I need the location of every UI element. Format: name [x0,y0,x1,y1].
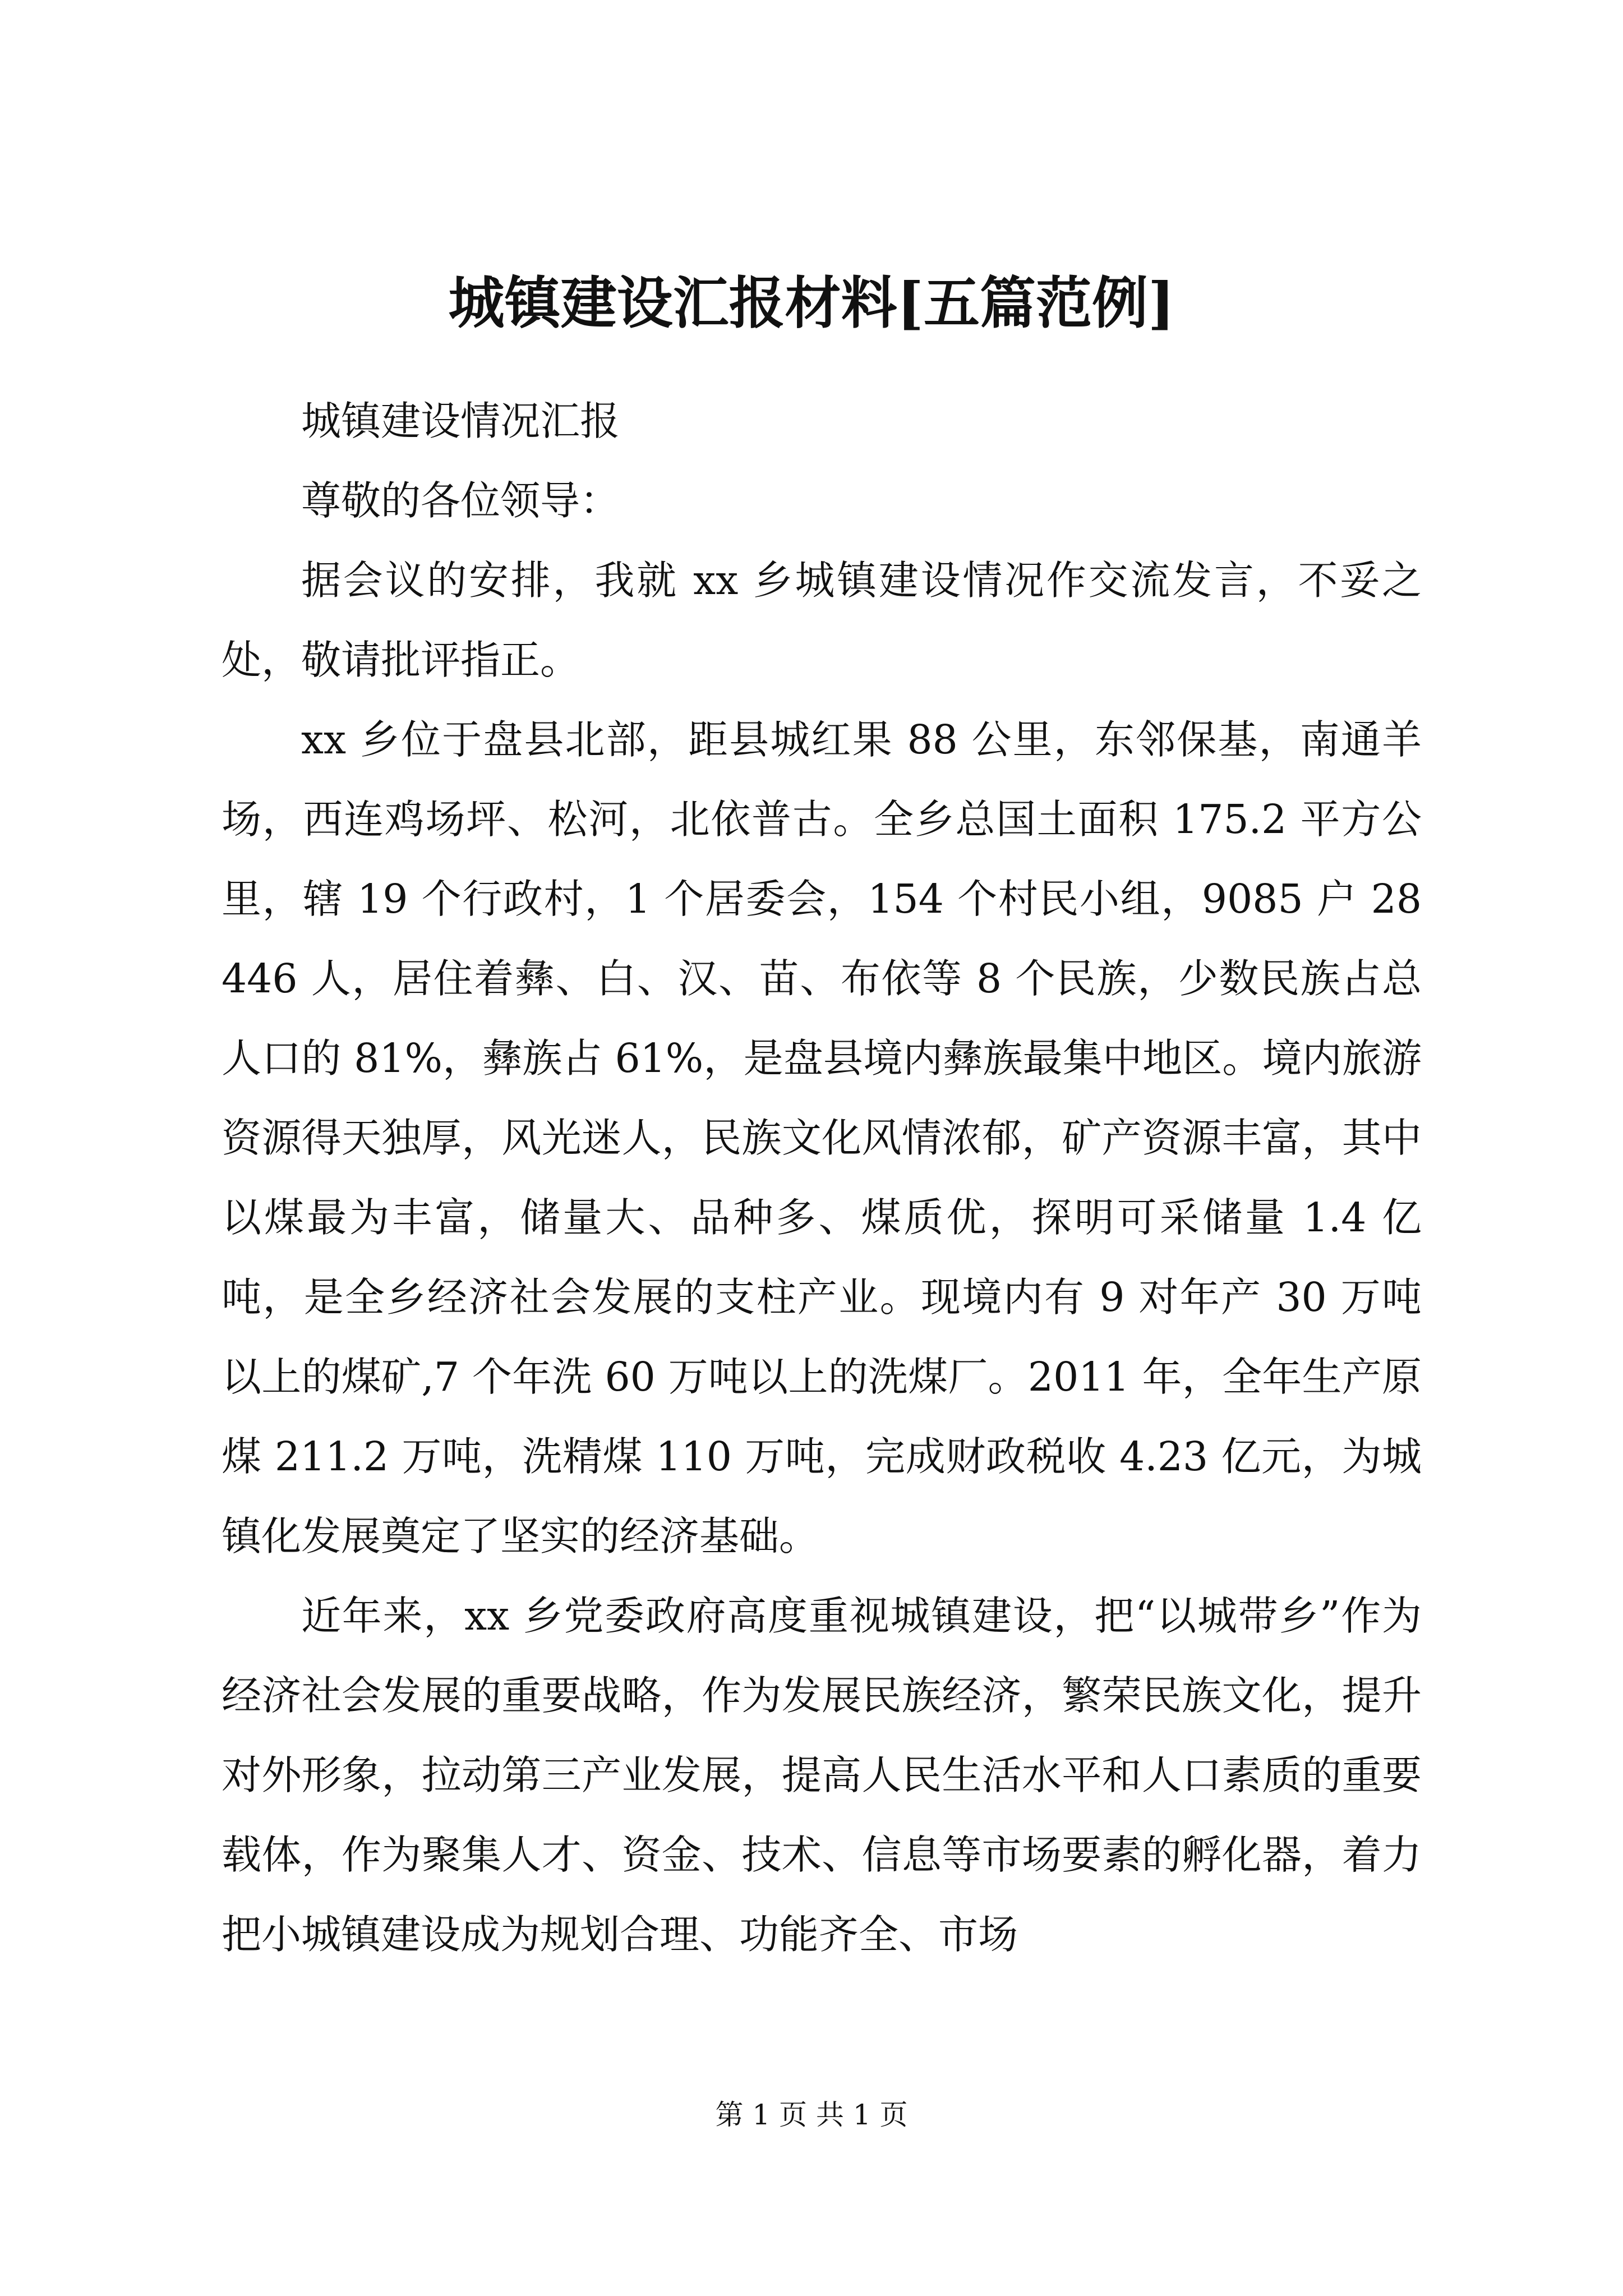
paragraph-intro: 据会议的安排，我就 xx 乡城镇建设情况作交流发言，不妥之处，敬请批评指正。 [222,557,1422,683]
paragraph-subtitle: 城镇建设情况汇报 [301,398,620,444]
page-footer: 第 1 页 共 1 页 [715,2099,908,2131]
paragraph-strategy: 近年来，xx 乡党委政府高度重视城镇建设，把“以城带乡”作为经济社会发展的重要战略，作为发展民族经济，繁荣民族文化，提升对外形象，拉动第三产业发展，提高人民生活水平和人口素质的重要载体，作为聚集人才、资金、技术、信息等市场要素的孵化器，着力把小城镇建设成为规划合理、功能齐全、市场 [222,1593,1422,1958]
paragraph-overview: xx 乡位于盘县北部，距县城红果 88 公里，东邻保基，南通羊场，西连鸡场坪、松河，北依普古。全乡总国土面积 175.2 平方公里，辖 19 个行政村，1 个居委会，154 个村民小组，9085 户 28446 人，居住着彝、白、汉、苗、布依等 8 个民族，少数民族占总人口的 81%，彝族占 61%，是盘县境内彝族最集中地区。境内旅游资源得天独厚，风光迷人，民族文化风情浓郁，矿产资源丰富，其中以煤最为丰富，储量大、品种多、煤质优，探明可采储量 1.4 亿吨，是全乡经济社会发展的支柱产业。现境内有 9 对年产 30 万吨以上的煤矿,7 个年洗 60 万吨以上的洗煤厂。2011 年，全年生产原煤 211.2 万吨，洗精煤 110 万吨，完成财政税收 4.23 亿元，为城镇化发展奠定了坚实的经济基础。 [222,716,1422,1559]
document-body [222,381,1422,1975]
paragraph-salutation: 尊敬的各位领导： [301,477,620,524]
document-title: 城镇建设汇报材料[五篇范例] [448,270,1175,336]
